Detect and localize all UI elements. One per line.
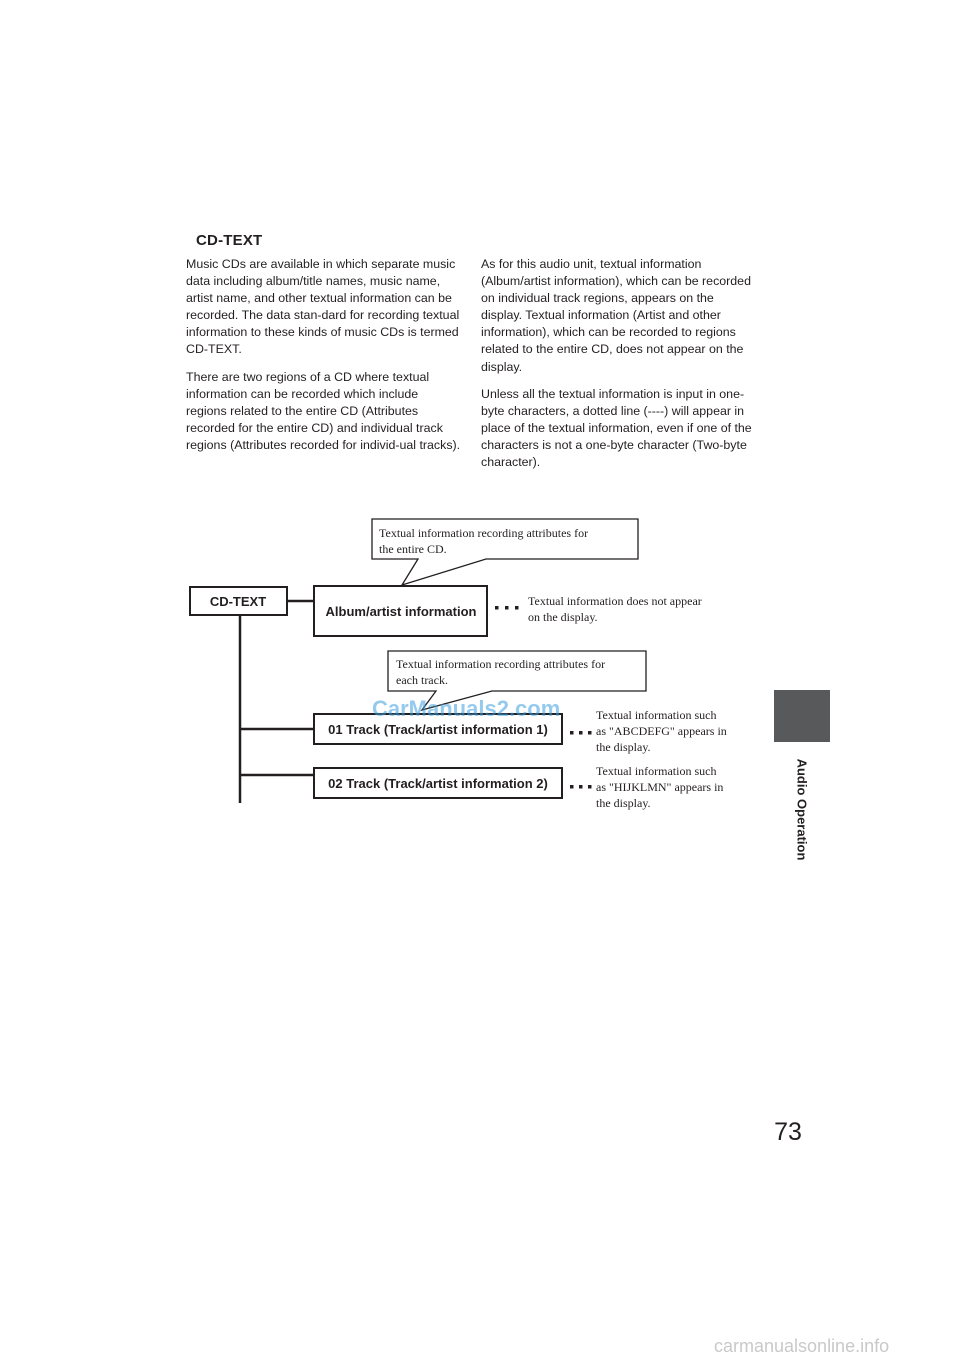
side-tab-text: Audio Operation [794, 758, 810, 860]
album-note-line: on the display. [528, 610, 598, 624]
track-1-box-label: 01 Track (Track/artist information 1) [328, 722, 548, 737]
paragraph: Unless all the textual information is input in one-byte characters, a dotted line (----) will appear in place of the textual information, even if one of the characters is not a one-byte character (Two-byte character). [481, 386, 752, 470]
track-2-box-label: 02 Track (Track/artist information 2) [328, 776, 548, 791]
paragraph: Music CDs are available in which separate music data including album/title names, music name, artist name, and other textual information can be recorded. The data stan-dard for recording textual information to these kinds of music CDs is termed CD-TEXT. [186, 257, 460, 357]
watermark-logo: CarManuals2.com [372, 696, 561, 721]
paragraph: There are two regions of a CD where textual information can be recorded which include regions related to the entire CD (Attributes recorded for the entire CD) and individual track regions (Attributes recorded for individ-ual tracks). [186, 369, 461, 452]
paragraph: As for this audio unit, textual information (Album/artist information), which can be recorded on individual track regions, appears on the display. Textual information (Artist and other information), which can be recorded to regions related to the entire CD, does not appear on the display. [481, 257, 751, 374]
section-title: CD-TEXT [196, 232, 263, 249]
track-1-note-line: the display. [596, 740, 651, 754]
track-2-note-line: as "HIJKLMN" appears in [596, 780, 724, 794]
callout-line: each track. [396, 673, 448, 687]
footer-watermark: carmanualsonline.info [714, 1336, 890, 1356]
album-artist-box [314, 586, 487, 636]
callout-entire-cd [372, 519, 638, 585]
track-2-note-line: Textual information such [596, 764, 717, 778]
side-tab [774, 690, 830, 742]
album-ellipsis [495, 606, 519, 610]
track-1-note-line: as "ABCDEFG" appears in [596, 724, 727, 738]
callout-line: Textual information recording attributes for [396, 657, 606, 671]
side-tab-label [772, 744, 832, 874]
callout-line: the entire CD. [379, 542, 447, 556]
track-1-ellipsis [570, 731, 592, 735]
page-number: 73 [774, 1118, 802, 1146]
album-note-line: Textual information does not appear [528, 594, 702, 608]
track-2-ellipsis [570, 785, 592, 789]
tree-connectors [240, 601, 314, 803]
cd-text-box-label: CD-TEXT [209, 594, 267, 609]
album-artist-box-label: Album/artist information [325, 604, 477, 619]
track-2-note-line: the display. [596, 796, 651, 810]
callout-line: Textual information recording attributes for [379, 526, 589, 540]
track-1-note-line: Textual information such [596, 708, 717, 722]
track-2-box [314, 768, 562, 798]
cd-text-box [190, 587, 287, 615]
